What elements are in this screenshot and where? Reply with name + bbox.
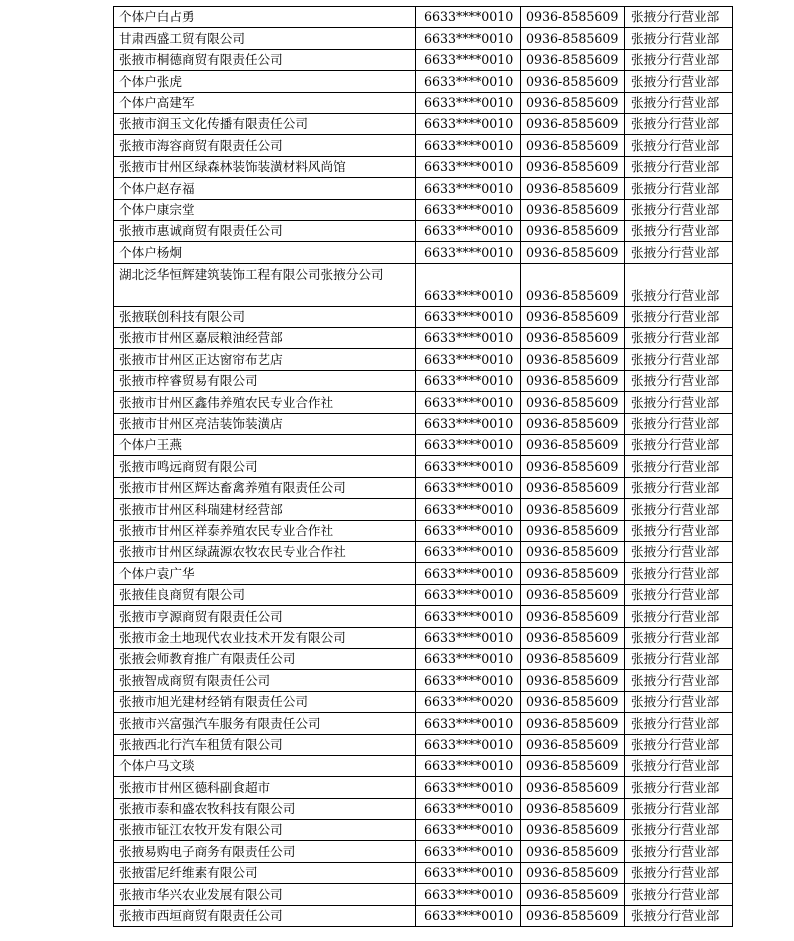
table-row [114,263,733,306]
company-name-cell: 张掖市钲江农牧开发有限公司 [114,820,416,841]
account-number-cell: 6633****0010 [416,349,521,370]
phone-cell: 0936-8585609 [521,156,625,177]
account-number-cell: 6633****0010 [416,648,521,669]
account-number-cell: 6633****0010 [416,563,521,584]
branch-cell: 张掖分行营业部 [625,156,733,177]
table-row [114,178,733,199]
phone-cell: 0936-8585609 [521,584,625,605]
phone-cell: 0936-8585609 [521,7,625,28]
account-number-cell: 6633****0010 [416,49,521,70]
company-name-cell: 张掖市桐德商贸有限责任公司 [114,49,416,70]
account-number-cell: 6633****0020 [416,691,521,712]
branch-cell: 张掖分行营业部 [625,220,733,241]
table-row [114,306,733,327]
account-number-cell: 6633****0010 [416,199,521,220]
phone-cell: 0936-8585609 [521,841,625,862]
phone-cell: 0936-8585609 [521,734,625,755]
company-name-cell: 个体户马文琰 [114,755,416,776]
table-row [114,135,733,156]
branch-cell: 张掖分行营业部 [625,520,733,541]
phone-cell: 0936-8585609 [521,178,625,199]
company-name-cell: 张掖市润玉文化传播有限责任公司 [114,113,416,134]
account-number-cell: 6633****0010 [416,392,521,413]
phone-cell: 0936-8585609 [521,713,625,734]
company-name-cell: 张掖市甘州区亮洁装饰装潢店 [114,413,416,434]
table-row [114,820,733,841]
company-name-cell: 张掖西北行汽车租赁有限公司 [114,734,416,755]
account-number-cell: 6633****0010 [416,263,521,306]
phone-cell: 0936-8585609 [521,627,625,648]
table-row [114,242,733,263]
phone-cell: 0936-8585609 [521,520,625,541]
account-number-cell: 6633****0010 [416,541,521,562]
table-row [114,477,733,498]
table-row [114,862,733,883]
phone-cell: 0936-8585609 [521,28,625,49]
branch-cell: 张掖分行营业部 [625,670,733,691]
phone-cell: 0936-8585609 [521,71,625,92]
company-name-cell: 张掖市惠诚商贸有限责任公司 [114,220,416,241]
branch-cell: 张掖分行营业部 [625,370,733,391]
table-row [114,606,733,627]
table-row [114,670,733,691]
branch-cell: 张掖分行营业部 [625,777,733,798]
account-number-cell: 6633****0010 [416,713,521,734]
company-name-cell: 张掖市金土地现代农业技术开发有限公司 [114,627,416,648]
table-row [114,7,733,28]
table-row [114,113,733,134]
phone-cell: 0936-8585609 [521,456,625,477]
company-name-cell: 甘肃西盛工贸有限公司 [114,28,416,49]
company-name-cell: 张掖市亨源商贸有限责任公司 [114,606,416,627]
company-name-cell: 个体户杨炯 [114,242,416,263]
table-row [114,734,733,755]
account-number-cell: 6633****0010 [416,178,521,199]
phone-cell: 0936-8585609 [521,135,625,156]
table-row [114,584,733,605]
phone-cell: 0936-8585609 [521,606,625,627]
phone-cell: 0936-8585609 [521,263,625,306]
phone-cell: 0936-8585609 [521,755,625,776]
branch-cell: 张掖分行营业部 [625,242,733,263]
company-name-cell: 张掖佳良商贸有限公司 [114,584,416,605]
company-name-cell: 个体户张虎 [114,71,416,92]
branch-cell: 张掖分行营业部 [625,734,733,755]
account-number-cell: 6633****0010 [416,755,521,776]
company-name-cell: 张掖市甘州区德科副食超市 [114,777,416,798]
phone-cell: 0936-8585609 [521,820,625,841]
phone-cell: 0936-8585609 [521,648,625,669]
phone-cell: 0936-8585609 [521,435,625,456]
branch-cell: 张掖分行营业部 [625,477,733,498]
account-number-cell: 6633****0010 [416,606,521,627]
phone-cell: 0936-8585609 [521,670,625,691]
table-row [114,499,733,520]
table-row [114,841,733,862]
branch-cell: 张掖分行营业部 [625,627,733,648]
account-number-cell: 6633****0010 [416,670,521,691]
table-row [114,156,733,177]
table-row [114,413,733,434]
account-number-cell: 6633****0010 [416,7,521,28]
branch-cell: 张掖分行营业部 [625,49,733,70]
branch-cell: 张掖分行营业部 [625,841,733,862]
company-account-table [113,6,733,927]
branch-cell: 张掖分行营业部 [625,71,733,92]
account-number-cell: 6633****0010 [416,113,521,134]
phone-cell: 0936-8585609 [521,328,625,349]
phone-cell: 0936-8585609 [521,862,625,883]
branch-cell: 张掖分行营业部 [625,820,733,841]
branch-cell: 张掖分行营业部 [625,306,733,327]
account-number-cell: 6633****0010 [416,777,521,798]
account-number-cell: 6633****0010 [416,477,521,498]
branch-cell: 张掖分行营业部 [625,563,733,584]
table-row [114,220,733,241]
company-name-cell: 张掖市甘州区祥泰养殖农民专业合作社 [114,520,416,541]
table-row [114,627,733,648]
company-name-cell: 个体户袁广华 [114,563,416,584]
company-name-cell: 张掖市梓睿贸易有限公司 [114,370,416,391]
account-number-cell: 6633****0010 [416,370,521,391]
phone-cell: 0936-8585609 [521,113,625,134]
branch-cell: 张掖分行营业部 [625,584,733,605]
table-row [114,648,733,669]
phone-cell: 0936-8585609 [521,477,625,498]
company-name-cell: 个体户王燕 [114,435,416,456]
branch-cell: 张掖分行营业部 [625,135,733,156]
company-name-cell: 张掖市鸣远商贸有限公司 [114,456,416,477]
account-number-cell: 6633****0010 [416,220,521,241]
account-number-cell: 6633****0010 [416,499,521,520]
table-row [114,92,733,113]
company-name-cell: 张掖市甘州区正达窗帘布艺店 [114,349,416,370]
company-name-cell: 张掖市西垣商贸有限责任公司 [114,905,416,926]
branch-cell: 张掖分行营业部 [625,413,733,434]
account-number-cell: 6633****0010 [416,734,521,755]
table-row [114,370,733,391]
account-number-cell: 6633****0010 [416,820,521,841]
branch-cell: 张掖分行营业部 [625,263,733,306]
branch-cell: 张掖分行营业部 [625,178,733,199]
table-body [114,7,733,927]
table-row [114,713,733,734]
phone-cell: 0936-8585609 [521,199,625,220]
account-number-cell: 6633****0010 [416,456,521,477]
phone-cell: 0936-8585609 [521,541,625,562]
account-number-cell: 6633****0010 [416,905,521,926]
branch-cell: 张掖分行营业部 [625,541,733,562]
company-name-cell: 张掖市甘州区绿森林装饰装潢材料风尚馆 [114,156,416,177]
phone-cell: 0936-8585609 [521,798,625,819]
account-number-cell: 6633****0010 [416,71,521,92]
company-name-cell: 张掖市甘州区嘉辰粮油经营部 [114,328,416,349]
company-name-cell: 湖北泛华恒辉建筑装饰工程有限公司张掖分公司 [114,263,416,306]
branch-cell: 张掖分行营业部 [625,392,733,413]
branch-cell: 张掖分行营业部 [625,113,733,134]
phone-cell: 0936-8585609 [521,220,625,241]
branch-cell: 张掖分行营业部 [625,28,733,49]
phone-cell: 0936-8585609 [521,49,625,70]
company-name-cell: 张掖市甘州区科瑞建材经营部 [114,499,416,520]
account-number-cell: 6633****0010 [416,306,521,327]
account-number-cell: 6633****0010 [416,92,521,113]
branch-cell: 张掖分行营业部 [625,7,733,28]
account-number-cell: 6633****0010 [416,862,521,883]
company-name-cell: 张掖会师教育推广有限责任公司 [114,648,416,669]
branch-cell: 张掖分行营业部 [625,328,733,349]
branch-cell: 张掖分行营业部 [625,691,733,712]
company-name-cell: 张掖市兴富强汽车服务有限责任公司 [114,713,416,734]
company-name-cell: 张掖市泰和盛农牧科技有限公司 [114,798,416,819]
table-row [114,71,733,92]
branch-cell: 张掖分行营业部 [625,905,733,926]
table-row [114,199,733,220]
company-name-cell: 张掖联创科技有限公司 [114,306,416,327]
company-name-cell: 张掖市甘州区绿蔬源农牧农民专业合作社 [114,541,416,562]
account-number-cell: 6633****0010 [416,520,521,541]
account-number-cell: 6633****0010 [416,627,521,648]
account-number-cell: 6633****0010 [416,328,521,349]
branch-cell: 张掖分行营业部 [625,92,733,113]
table-row [114,798,733,819]
phone-cell: 0936-8585609 [521,777,625,798]
account-number-cell: 6633****0010 [416,841,521,862]
table-row [114,884,733,905]
company-name-cell: 个体户赵存福 [114,178,416,199]
table-row [114,563,733,584]
company-name-cell: 张掖雷尼纤维素有限公司 [114,862,416,883]
branch-cell: 张掖分行营业部 [625,499,733,520]
phone-cell: 0936-8585609 [521,392,625,413]
branch-cell: 张掖分行营业部 [625,884,733,905]
company-name-cell: 张掖市华兴农业发展有限公司 [114,884,416,905]
phone-cell: 0936-8585609 [521,306,625,327]
branch-cell: 张掖分行营业部 [625,435,733,456]
branch-cell: 张掖分行营业部 [625,199,733,220]
company-name-cell: 个体户康宗堂 [114,199,416,220]
company-name-cell: 张掖市甘州区辉达畜禽养殖有限责任公司 [114,477,416,498]
table-row [114,49,733,70]
table-row [114,28,733,49]
company-name-cell: 个体户高建军 [114,92,416,113]
branch-cell: 张掖分行营业部 [625,606,733,627]
branch-cell: 张掖分行营业部 [625,713,733,734]
account-number-cell: 6633****0010 [416,242,521,263]
account-number-cell: 6633****0010 [416,798,521,819]
table-row [114,435,733,456]
company-name-cell: 张掖智成商贸有限责任公司 [114,670,416,691]
company-name-cell: 张掖市海容商贸有限责任公司 [114,135,416,156]
account-number-cell: 6633****0010 [416,135,521,156]
table-row [114,456,733,477]
account-number-cell: 6633****0010 [416,156,521,177]
table-row [114,392,733,413]
phone-cell: 0936-8585609 [521,242,625,263]
table-row [114,541,733,562]
branch-cell: 张掖分行营业部 [625,456,733,477]
account-number-cell: 6633****0010 [416,28,521,49]
phone-cell: 0936-8585609 [521,349,625,370]
table-row [114,520,733,541]
company-name-cell: 张掖市甘州区鑫伟养殖农民专业合作社 [114,392,416,413]
table-row [114,328,733,349]
table-row [114,755,733,776]
account-number-cell: 6633****0010 [416,435,521,456]
account-number-cell: 6633****0010 [416,584,521,605]
phone-cell: 0936-8585609 [521,691,625,712]
company-name-cell: 个体户白占勇 [114,7,416,28]
branch-cell: 张掖分行营业部 [625,648,733,669]
table-row [114,905,733,926]
table-row [114,691,733,712]
phone-cell: 0936-8585609 [521,563,625,584]
account-number-cell: 6633****0010 [416,413,521,434]
phone-cell: 0936-8585609 [521,92,625,113]
branch-cell: 张掖分行营业部 [625,862,733,883]
branch-cell: 张掖分行营业部 [625,349,733,370]
phone-cell: 0936-8585609 [521,413,625,434]
table-row [114,349,733,370]
branch-cell: 张掖分行营业部 [625,798,733,819]
company-name-cell: 张掖市旭光建材经销有限责任公司 [114,691,416,712]
phone-cell: 0936-8585609 [521,905,625,926]
account-number-cell: 6633****0010 [416,884,521,905]
company-name-cell: 张掖易购电子商务有限责任公司 [114,841,416,862]
branch-cell: 张掖分行营业部 [625,755,733,776]
table-row [114,777,733,798]
phone-cell: 0936-8585609 [521,370,625,391]
phone-cell: 0936-8585609 [521,499,625,520]
phone-cell: 0936-8585609 [521,884,625,905]
